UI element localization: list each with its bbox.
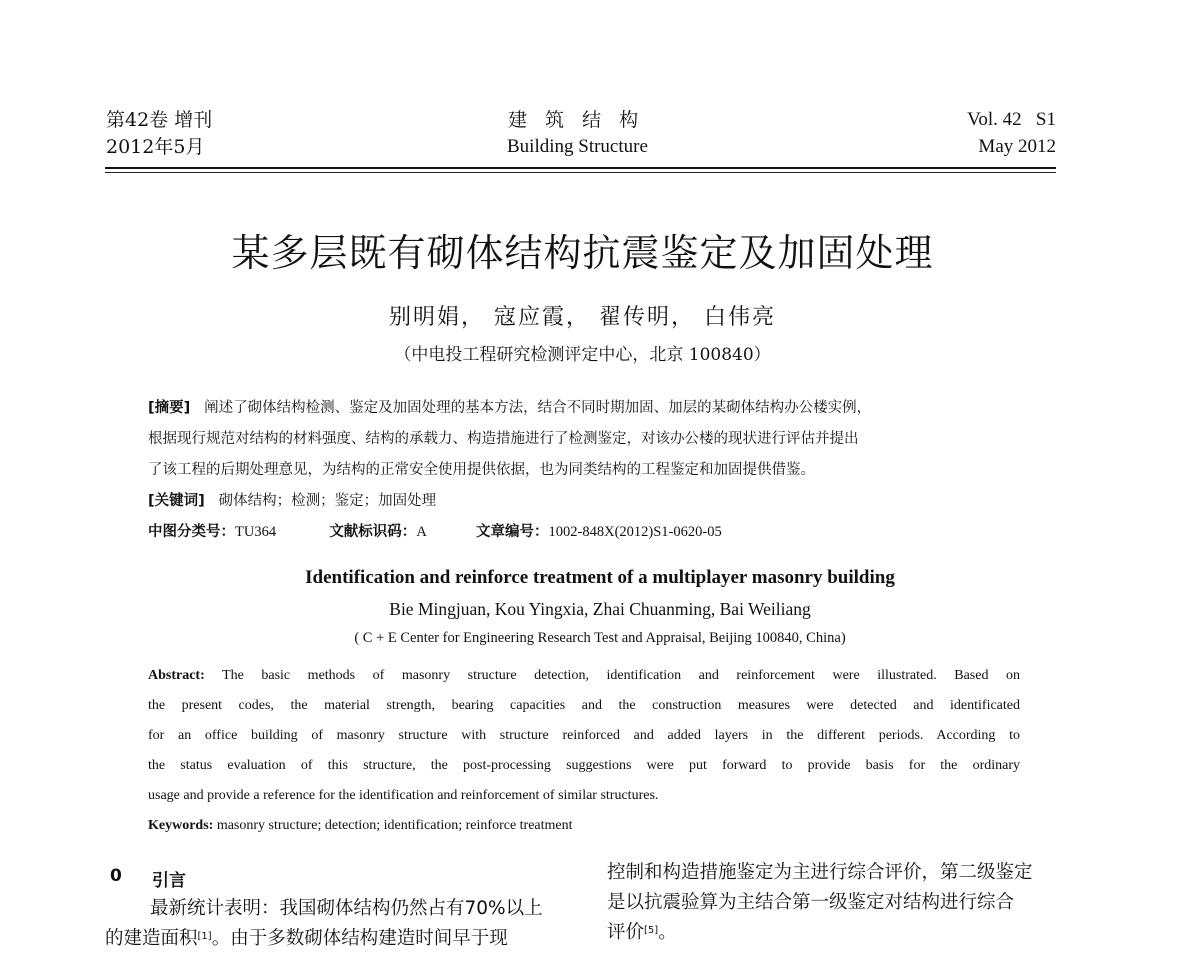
intro-right-text-a: 评价	[607, 922, 645, 943]
article-no-label: 文章编号：	[476, 524, 549, 540]
header-date-cn: 2012年5月	[106, 136, 205, 158]
keywords-cn-label: [关键词]	[148, 493, 205, 509]
doc-code-label: 文献标识码：	[329, 524, 417, 540]
doc-code-value: A	[416, 524, 427, 540]
header-date-en: May 2012	[978, 136, 1056, 157]
abstract-en-label: Abstract:	[148, 668, 205, 683]
keywords-en	[148, 811, 1020, 841]
keywords-en-label: Keywords:	[148, 818, 214, 833]
paper-title-en: Identification and reinforce treatment of a multiplayer masonry building	[305, 567, 895, 588]
intro-right-line-2: 是以抗震验算为主结合第一级鉴定对结构进行综合	[607, 892, 1015, 913]
section-number: 0	[110, 866, 122, 886]
abstract-cn-line-3: 了该工程的后期处理意见，为结构的正常安全使用提供依据，也为同类结构的工程鉴定和加固提供借鉴。	[148, 462, 815, 478]
affiliation-en: ( C + E Center for Engineering Research Test and Appraisal, Beijing 100840, China)	[354, 630, 846, 646]
intro-left-line-2	[105, 924, 508, 954]
intro-right-line-3	[607, 918, 677, 948]
abstract-en-line-3: for an office building of masonry structure with structure reinforced and added layers in the different periods. According to	[148, 728, 1020, 743]
paper-title-cn: 某多层既有砌体结构抗震鉴定及加固处理	[231, 231, 934, 275]
affiliation-cn: （中电投工程研究检测评定中心，北京 100840）	[394, 345, 771, 365]
section-title: 引言	[152, 871, 186, 891]
abstract-en-text-1: The basic methods of masonry structure detection, identification and reinforcement were illustrated. Based on	[222, 668, 1021, 683]
intro-left-text-b: 。由于多数砌体结构建造时间早于现	[211, 928, 508, 949]
header-rule-thin	[105, 172, 1056, 173]
classification-line	[148, 520, 722, 545]
header-journal-cn: 建 筑 结 构	[508, 109, 645, 131]
header-volume-en: Vol. 42 S1	[967, 109, 1056, 130]
clc-value: TU364	[235, 524, 277, 540]
header-journal-en: Building Structure	[507, 136, 648, 157]
citation-ref-1[interactable]: [1]	[197, 931, 212, 942]
keywords-cn-text: 砌体结构；检测；鉴定；加固处理	[218, 493, 437, 509]
header-rule-thick	[105, 167, 1056, 169]
header-volume: 第42卷 增刊	[106, 109, 213, 131]
abstract-cn-label: [摘要]	[148, 400, 191, 416]
abstract-cn-text-1: 阐述了砌体结构检测、鉴定及加固处理的基本方法，结合不同时期加固、加层的某砌体结构办公楼实例，	[204, 400, 872, 416]
clc-label: 中图分类号：	[148, 524, 235, 540]
abstract-cn-line-1	[148, 396, 871, 421]
authors-cn: 别明娟， 寇应霞， 翟传明， 白伟亮	[389, 305, 776, 330]
intro-right-text-b: 。	[658, 922, 677, 943]
abstract-cn-line-2: 根据现行规范对结构的材料强度、结构的承载力、构造措施进行了检测鉴定，对该办公楼的现状进行评估并提出	[148, 431, 859, 447]
article-no-value: 1002-848X(2012)S1-0620-05	[548, 524, 722, 540]
abstract-en	[148, 661, 1020, 841]
intro-right-line-1: 控制和构造措施鉴定为主进行综合评价，第二级鉴定	[607, 862, 1033, 883]
abstract-en-line-2: the present codes, the material strength, bearing capacities and the construction measures were detected and identificated	[148, 698, 1020, 713]
abstract-en-line-4: the status evaluation of this structure, the post-processing suggestions were put forward to provide basis for the ordinary	[148, 758, 1020, 773]
intro-left-text-a: 的建造面积	[105, 928, 198, 949]
citation-ref-5[interactable]: [5]	[644, 925, 659, 936]
intro-left-line-1: 最新统计表明：我国砌体结构仍然占有70%以上	[150, 898, 543, 919]
abstract-en-line-5: usage and provide a reference for the identification and reinforcement of similar structures.	[148, 788, 659, 803]
abstract-en-line-1	[148, 661, 1020, 691]
keywords-cn	[148, 489, 436, 514]
authors-en: Bie Mingjuan, Kou Yingxia, Zhai Chuanming, Bai Weiliang	[389, 599, 811, 619]
keywords-en-text: masonry structure; detection; identification; reinforce treatment	[216, 818, 573, 833]
